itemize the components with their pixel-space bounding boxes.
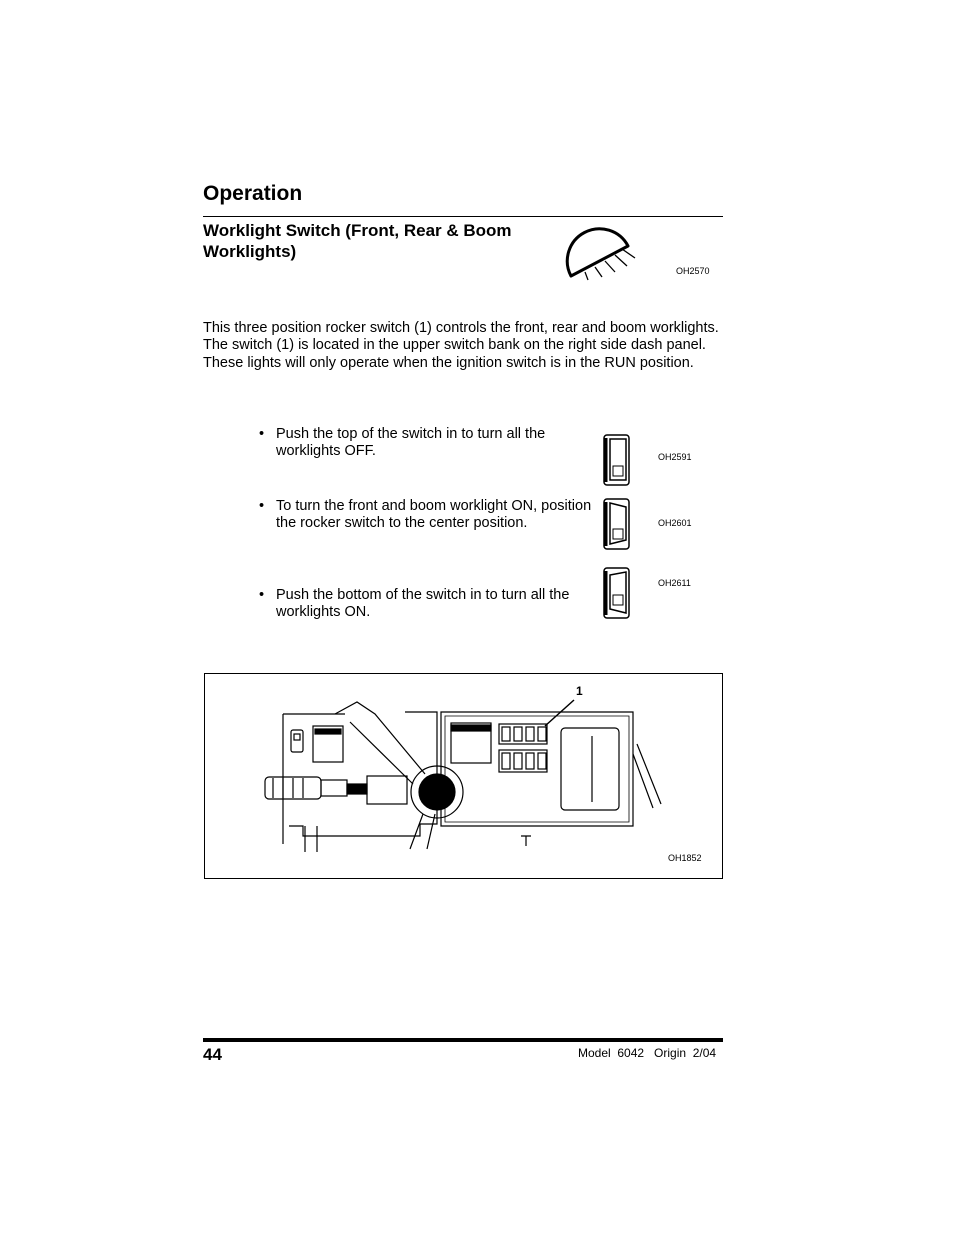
worklight-symbol-icon — [565, 224, 645, 284]
dash-panel-illustration — [205, 674, 721, 877]
intro-paragraph: This three position rocker switch (1) controls the front, rear and boom worklights. The switch (1) is located in the upper switch bank on the right side dash panel. These lights will only operate when the ignition switch is in the RUN position. — [203, 320, 719, 371]
bullet-marker: • — [259, 587, 265, 603]
switch-center-code: OH2601 — [658, 518, 692, 528]
section-title: Operation — [203, 182, 303, 205]
footer-rule — [203, 1038, 723, 1042]
page-subtitle: Worklight Switch (Front, Rear & Boom Worklights) — [203, 221, 512, 261]
model-info: Model 6042 Origin 2/04 — [578, 1046, 717, 1060]
header-rule — [203, 216, 723, 217]
page-number: 44 — [203, 1045, 222, 1064]
bullet-switch-off: Push the top of the switch in to turn all the worklights OFF. — [276, 426, 546, 460]
rocker-switch-center-icon — [601, 497, 631, 551]
bullet-marker: • — [259, 498, 265, 514]
bullet-switch-on: Push the bottom of the switch in to turn all the worklights ON. — [276, 587, 570, 621]
rocker-switch-on-icon — [601, 566, 631, 620]
switch-on-code: OH2611 — [658, 578, 691, 588]
rocker-switch-off-icon — [601, 433, 631, 487]
callout-number: 1 — [576, 684, 583, 698]
dash-panel-code: OH1852 — [668, 853, 702, 863]
switch-off-code: OH2591 — [658, 452, 692, 462]
bullet-marker: • — [259, 426, 265, 442]
bullet-switch-center: To turn the front and boom worklight ON, position the rocker switch to the center position. — [276, 498, 592, 532]
worklight-symbol-code: OH2570 — [676, 266, 710, 276]
